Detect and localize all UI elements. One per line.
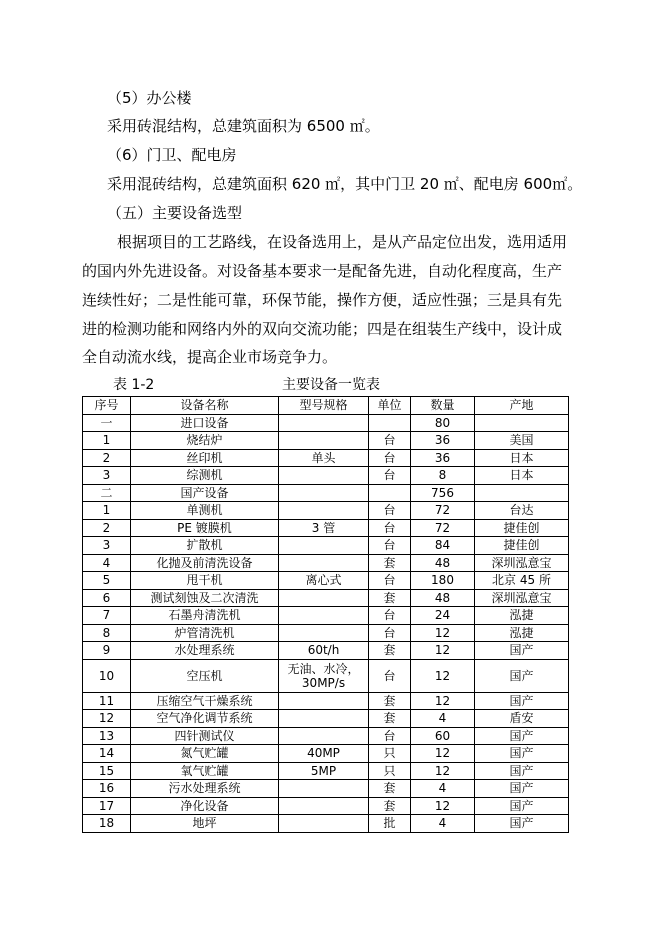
table-cell: 批 xyxy=(369,815,411,833)
table-cell: 5 xyxy=(83,572,131,590)
table-cell: 2 xyxy=(83,449,131,467)
table-row xyxy=(83,519,569,537)
heading-office-building: （5）办公楼 xyxy=(107,89,192,107)
table-cell xyxy=(279,607,369,625)
table-cell: 36 xyxy=(411,449,475,467)
table-cell: 离心式 xyxy=(279,572,369,590)
table-cell: 11 xyxy=(83,692,131,710)
table-cell: 17 xyxy=(83,797,131,815)
table-cell: 套 xyxy=(369,780,411,798)
table-cell: 台 xyxy=(369,432,411,450)
table-cell: 二 xyxy=(83,484,131,502)
table-cell: 国产 xyxy=(475,815,569,833)
table-cell: 12 xyxy=(411,762,475,780)
table-cell: 72 xyxy=(411,502,475,520)
table-cell: 套 xyxy=(369,642,411,660)
table-cell: 10 xyxy=(83,659,131,692)
table-cell: PE 镀膜机 xyxy=(131,519,279,537)
table-row xyxy=(83,762,569,780)
table-cell: 台 xyxy=(369,502,411,520)
table-cell: 单测机 xyxy=(131,502,279,520)
table-cell: 套 xyxy=(369,692,411,710)
table-cell: 12 xyxy=(411,642,475,660)
table-cell: 污水处理系统 xyxy=(131,780,279,798)
table-row xyxy=(83,727,569,745)
table-cell: 4 xyxy=(411,780,475,798)
table-cell: 国产 xyxy=(475,762,569,780)
table-cell: 泓捷 xyxy=(475,607,569,625)
table-row xyxy=(83,780,569,798)
table-cell: 国产 xyxy=(475,692,569,710)
table-row xyxy=(83,502,569,520)
table-cell xyxy=(279,537,369,555)
table-cell: 台达 xyxy=(475,502,569,520)
header-cell: 型号规格 xyxy=(279,397,369,415)
table-cell: 氧气贮罐 xyxy=(131,762,279,780)
table-cell: 72 xyxy=(411,519,475,537)
table-cell: 国产 xyxy=(475,780,569,798)
table-row xyxy=(83,467,569,485)
table-title: 主要设备一览表 xyxy=(282,377,380,393)
table-cell: 6 xyxy=(83,589,131,607)
table-cell: 60 xyxy=(411,727,475,745)
table-row xyxy=(83,659,569,692)
table-cell: 40MP xyxy=(279,745,369,763)
table-cell: 净化设备 xyxy=(131,797,279,815)
table-cell xyxy=(279,624,369,642)
table-cell: 捷佳创 xyxy=(475,519,569,537)
table-cell: 12 xyxy=(411,659,475,692)
table-cell xyxy=(279,797,369,815)
table-cell: 台 xyxy=(369,572,411,590)
table-row xyxy=(83,589,569,607)
table-cell: 甩干机 xyxy=(131,572,279,590)
table-cell: 756 xyxy=(411,484,475,502)
table-cell: 3 xyxy=(83,467,131,485)
table-cell: 泓捷 xyxy=(475,624,569,642)
table-cell: 扩散机 xyxy=(131,537,279,555)
table-cell: 36 xyxy=(411,432,475,450)
table-cell xyxy=(279,727,369,745)
table-cell xyxy=(369,414,411,432)
table-cell: 无油、水冷，30MP/s xyxy=(279,659,369,692)
table-cell: 14 xyxy=(83,745,131,763)
office-building-text: 采用砖混结构，总建筑面积为 6500 ㎡。 xyxy=(107,117,380,135)
table-cell: 2 xyxy=(83,519,131,537)
table-row xyxy=(83,432,569,450)
table-cell: 只 xyxy=(369,762,411,780)
table-row xyxy=(83,710,569,728)
table-cell: 空气净化调节系统 xyxy=(131,710,279,728)
table-cell: 水处理系统 xyxy=(131,642,279,660)
table-cell: 4 xyxy=(83,554,131,572)
table-cell: 9 xyxy=(83,642,131,660)
header-cell: 序号 xyxy=(83,397,131,415)
table-cell: 国产 xyxy=(475,745,569,763)
table-cell: 套 xyxy=(369,710,411,728)
table-cell xyxy=(475,414,569,432)
table-cell: 深圳泓意宝 xyxy=(475,554,569,572)
table-cell: 台 xyxy=(369,519,411,537)
header-cell: 数量 xyxy=(411,397,475,415)
table-cell xyxy=(279,484,369,502)
table-cell: 日本 xyxy=(475,449,569,467)
table-cell: 18 xyxy=(83,815,131,833)
header-cell: 设备名称 xyxy=(131,397,279,415)
table-cell: 3 管 xyxy=(279,519,369,537)
equipment-table xyxy=(82,396,569,833)
table-cell: 北京 45 所 xyxy=(475,572,569,590)
table-cell: 12 xyxy=(83,710,131,728)
heading-main-equipment: （五）主要设备选型 xyxy=(107,204,243,222)
table-cell: 4 xyxy=(411,815,475,833)
table-cell: 丝印机 xyxy=(131,449,279,467)
table-cell: 8 xyxy=(83,624,131,642)
table-cell xyxy=(279,554,369,572)
table-cell: 国产 xyxy=(475,642,569,660)
table-cell: 台 xyxy=(369,727,411,745)
table-cell xyxy=(279,815,369,833)
header-cell: 产地 xyxy=(475,397,569,415)
table-cell: 台 xyxy=(369,449,411,467)
table-cell: 台 xyxy=(369,659,411,692)
table-cell: 1 xyxy=(83,502,131,520)
table-cell: 24 xyxy=(411,607,475,625)
body-line-5: 全自动流水线，提高企业市场竞争力。 xyxy=(82,348,338,366)
table-row xyxy=(83,414,569,432)
header-cell: 单位 xyxy=(369,397,411,415)
table-cell xyxy=(279,467,369,485)
table-cell: 48 xyxy=(411,589,475,607)
table-cell: 综测机 xyxy=(131,467,279,485)
table-cell: 15 xyxy=(83,762,131,780)
table-cell: 氮气贮罐 xyxy=(131,745,279,763)
table-cell: 5MP xyxy=(279,762,369,780)
table-cell: 12 xyxy=(411,745,475,763)
table-cell: 国产设备 xyxy=(131,484,279,502)
table-cell: 48 xyxy=(411,554,475,572)
body-line-1: 根据项目的工艺路线，在设备选用上，是从产品定位出发，选用适用 xyxy=(117,233,568,251)
table-cell: 只 xyxy=(369,745,411,763)
table-cell: 国产 xyxy=(475,797,569,815)
table-cell: 套 xyxy=(369,554,411,572)
body-line-2: 的国内外先进设备。对设备基本要求一是配备先进，自动化程度高，生产 xyxy=(82,262,563,280)
table-cell: 台 xyxy=(369,607,411,625)
heading-gate-power-room: （6）门卫、配电房 xyxy=(107,146,237,164)
table-cell: 12 xyxy=(411,692,475,710)
table-cell: 台 xyxy=(369,537,411,555)
table-cell: 套 xyxy=(369,797,411,815)
table-label: 表 1-2 xyxy=(113,377,155,393)
table-cell xyxy=(279,589,369,607)
table-row xyxy=(83,797,569,815)
table-cell: 1 xyxy=(83,432,131,450)
table-cell xyxy=(279,414,369,432)
table-row xyxy=(83,554,569,572)
table-cell: 8 xyxy=(411,467,475,485)
table-cell: 台 xyxy=(369,624,411,642)
table-cell: 60t/h xyxy=(279,642,369,660)
table-row xyxy=(83,484,569,502)
table-cell: 国产 xyxy=(475,727,569,745)
table-cell xyxy=(369,484,411,502)
table-cell: 盾安 xyxy=(475,710,569,728)
table-cell: 地坪 xyxy=(131,815,279,833)
table-row xyxy=(83,449,569,467)
table-cell: 台 xyxy=(369,467,411,485)
table-row xyxy=(83,607,569,625)
table-cell: 13 xyxy=(83,727,131,745)
table-cell: 国产 xyxy=(475,659,569,692)
table-cell: 7 xyxy=(83,607,131,625)
table-cell: 84 xyxy=(411,537,475,555)
table-cell: 捷佳创 xyxy=(475,537,569,555)
table-cell xyxy=(475,484,569,502)
table-row xyxy=(83,537,569,555)
table-cell: 日本 xyxy=(475,467,569,485)
table-row xyxy=(83,692,569,710)
table-row xyxy=(83,815,569,833)
table-cell: 180 xyxy=(411,572,475,590)
table-cell: 烧结炉 xyxy=(131,432,279,450)
table-cell xyxy=(279,502,369,520)
body-line-4: 进的检测功能和网络内外的双向交流功能；四是在组装生产线中，设计成 xyxy=(82,320,563,338)
table-cell xyxy=(279,692,369,710)
table-cell: 一 xyxy=(83,414,131,432)
table-cell: 四针测试仪 xyxy=(131,727,279,745)
table-cell: 石墨舟清洗机 xyxy=(131,607,279,625)
table-row xyxy=(83,745,569,763)
table-cell: 空压机 xyxy=(131,659,279,692)
table-cell: 美国 xyxy=(475,432,569,450)
body-line-3: 连续性好；二是性能可靠，环保节能，操作方便，适应性强；三是具有先 xyxy=(82,291,563,309)
table-cell: 12 xyxy=(411,624,475,642)
table-cell xyxy=(279,432,369,450)
table-cell: 进口设备 xyxy=(131,414,279,432)
table-header-row xyxy=(83,397,569,415)
table-cell: 深圳泓意宝 xyxy=(475,589,569,607)
table-cell xyxy=(279,780,369,798)
table-cell: 测试刻蚀及二次清洗 xyxy=(131,589,279,607)
table-cell: 套 xyxy=(369,589,411,607)
table-row xyxy=(83,642,569,660)
table-cell: 3 xyxy=(83,537,131,555)
table-row xyxy=(83,572,569,590)
table-cell: 12 xyxy=(411,797,475,815)
table-cell: 化抛及前清洗设备 xyxy=(131,554,279,572)
table-cell xyxy=(279,710,369,728)
table-row xyxy=(83,624,569,642)
table-cell: 4 xyxy=(411,710,475,728)
gate-power-room-text: 采用混砖结构，总建筑面积 620 ㎡，其中门卫 20 ㎡、配电房 600㎡。 xyxy=(107,175,583,193)
table-cell: 单头 xyxy=(279,449,369,467)
table-cell: 压缩空气干燥系统 xyxy=(131,692,279,710)
table-cell: 80 xyxy=(411,414,475,432)
table-cell: 炉管清洗机 xyxy=(131,624,279,642)
table-cell: 16 xyxy=(83,780,131,798)
